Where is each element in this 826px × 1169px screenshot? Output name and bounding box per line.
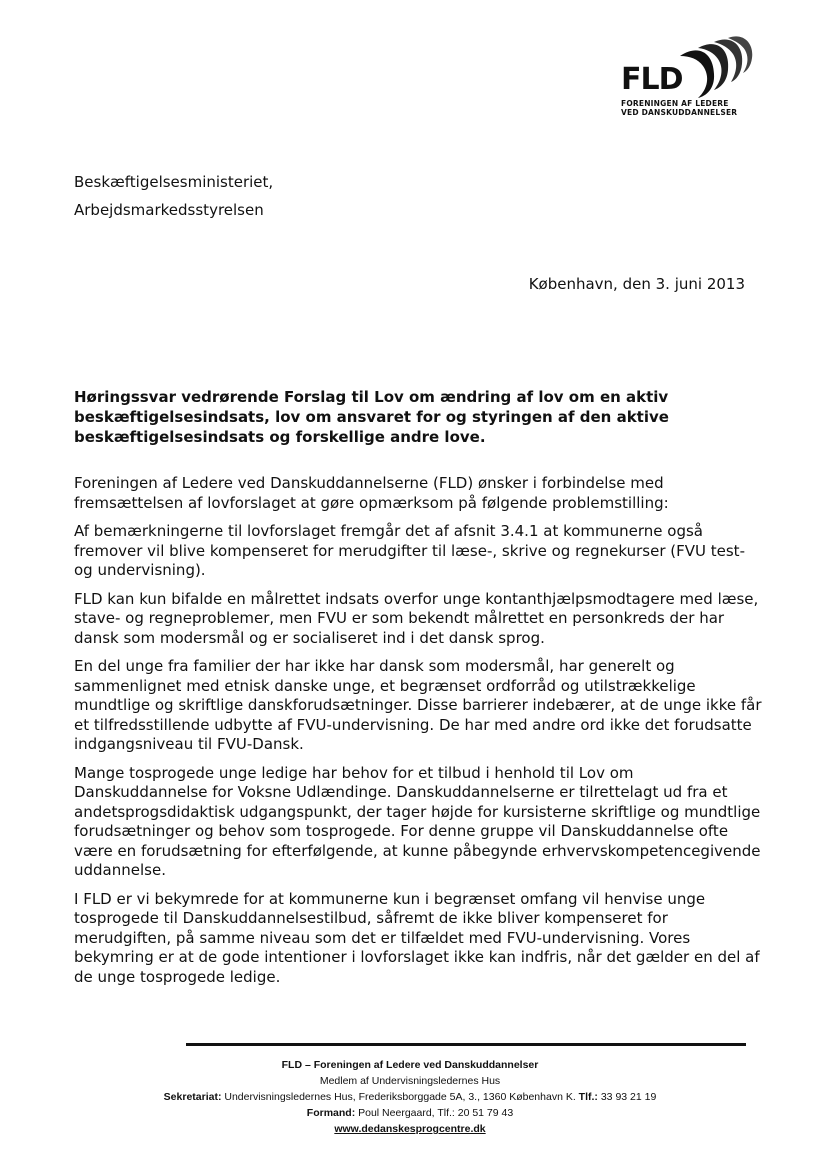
logo-subtitle-line2: VED DANSKUDDANNELSER [621,108,738,117]
recipient-address [74,168,273,224]
recipient-line2: Arbejdsmarkedsstyrelsen [74,201,264,219]
footer-org: FLD – Foreningen af Ledere ved Danskuddannelser [281,1059,539,1071]
recipient-line1: Beskæftigelsesministeriet, [74,173,274,191]
footer-chair-text: Poul Neergaard, Tlf.: 20 51 79 43 [358,1107,514,1119]
letter-body [74,474,764,996]
footer-chair [100,1105,720,1121]
footer-divider [186,1043,746,1046]
logo-subtitle-line1: FORENINGEN AF LEDERE [621,99,729,108]
body-paragraph: Af bemærkningerne til lovforslaget fremgår det af afsnit 3.4.1 at kommunerne også fremover vil blive kompenseret for merudgifter til læse-, skrive og regnekurser (FVU test- og undervisning). [74,522,745,579]
footer-member: Medlem af Undervisningsledernes Hus [319,1075,501,1087]
logo-wordmark: FLD [621,62,683,97]
letter-subject: Høringssvar vedrørende Forslag til Lov om ændring af lov om en aktiv beskæftigelsesindsats, lov om ansvaret for og styringen af den aktive beskæftigelsesindsats og forskellige andre love. [74,388,669,446]
body-paragraph: FLD kan kun bifalde en målrettet indsats overfor unge kontanthjælpsmodtagere med læse, stave- og regneproblemer, men FVU er som bekendt målrettet en personkreds der har dansk som modersmål og er socialiseret ind i det dansk sprog. [74,589,759,647]
body-paragraph: En del unge fra familier der har ikke har dansk som modersmål, har generelt og sammenlignet med etnisk danske unge, et begrænset ordforråd og utilstrækkelige mundtlige og skriftlige danskforudsætninger. Disse barrierer indebærer, at de unge ikke får et tilfredsstillende udbytte af FVU-undervisning. De har med andre ord ikke det forudsatte indgangsniveau til FVU-Dansk. [74,657,762,753]
footer-phone: 33 93 21 19 [600,1091,657,1103]
footer-secretariat-label: Sekretariat: [163,1091,222,1103]
letter-date: København, den 3. juni 2013 [528,275,745,293]
body-paragraph: Foreningen af Ledere ved Danskuddannelserne (FLD) ønsker i forbindelse med fremsættelsen af lovforslaget at gøre opmærksom på følgende problemstilling: [74,474,669,512]
footer-phone-label: Tlf.: [578,1091,598,1103]
footer-secretariat-text: Undervisningsledernes Hus, Frederiksborggade 5A, 3., 1360 København K. [224,1091,576,1103]
footer-secretariat [100,1089,720,1105]
body-paragraph: I FLD er vi bekymrede for at kommunerne kun i begrænset omfang vil henvise unge tosprogede til Danskuddannelsestilbud, såfremt de ikke bliver kompenseret for merudgiften, på samme niveau som det er tilfældet med FVU-undervisning. Vores bekymring er at de gode intentioner i lovforslaget ikke kan indfris, når det gælder en del af de unge tosprogede ledige. [74,889,760,986]
footer-website-link[interactable]: www.dedanskesprogcentre.dk [334,1123,486,1135]
footer-chair-label: Formand: [306,1107,356,1119]
letter-footer [100,1057,720,1137]
body-paragraph: Mange tosprogede unge ledige har behov for et tilbud i henhold til Lov om Danskuddannelse for Voksne Udlændinge. Danskuddannelserne er tilrettelagt ud fra et andetsprogsdidaktisk udgangspunkt, der tager højde for kursisterne skriftlige og mundtlige forudsætninger og behov som tosprogede. For denne gruppe vil Danskuddannelse ofte være en forudsætning for efterfølgende, at kunne påbegynde erhvervskompetencegivende uddannelse. [74,763,761,879]
logo-subtitle [621,99,737,117]
